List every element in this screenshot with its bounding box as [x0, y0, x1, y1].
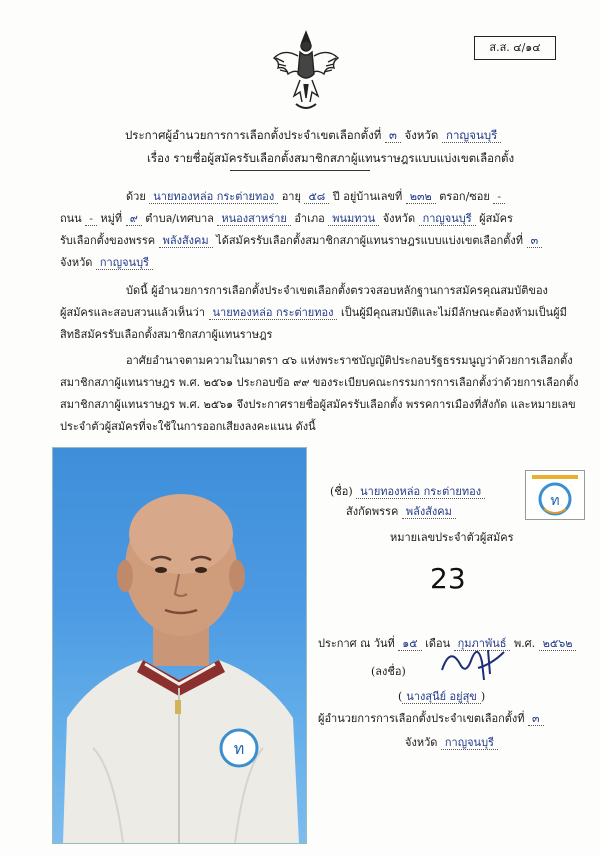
signature-icon — [438, 640, 508, 686]
age-unit: ปี อยู่บ้านเลขที่ — [332, 190, 403, 203]
party-value: พลังสังคม — [159, 234, 213, 248]
authority-line-2: สมาชิกสภาผู้แทนราษฎร พ.ศ. ๒๕๖๑ ประกอบข้อ ๙๙ ของระเบียบคณะกรรมการการเลือกตั้งว่าด้วยการเลือกตั้ง — [60, 376, 579, 389]
province-value: กาญจนบุรี — [419, 212, 476, 226]
applicant-name: นายทองหล่อ กระต่ายทอง — [149, 190, 278, 204]
header-line — [125, 128, 501, 142]
form-code-box: ส.ส. ๔/๑๔ — [474, 36, 556, 60]
signer-name-line: ( นางสุนีย์ อยู่สุข ) — [398, 690, 486, 703]
candidate-number: 23 — [430, 562, 466, 595]
road-value: - — [85, 212, 97, 226]
amphoe-label: อำเภอ — [294, 212, 325, 225]
candidate-party-line — [346, 505, 456, 519]
header-divider — [230, 170, 370, 171]
party-prefix: รับเลือกตั้งของพรรค — [60, 234, 156, 247]
candidate-number-label: หมายเลขประจำตัวผู้สมัคร — [390, 531, 514, 544]
province2-value: กาญจนบุรี — [96, 256, 153, 270]
review-line-1: บัดนี้ ผู้อำนวยการการเลือกตั้งประจำเขตเลือกตั้งตรวจสอบหลักฐานการสมัครคุณสมบัติของ — [126, 284, 548, 297]
signer-province-label: จังหวัด — [405, 736, 438, 749]
review-name: นายทองหล่อ กระต่ายทอง — [209, 306, 338, 320]
age-label: อายุ — [281, 190, 301, 203]
signer-district-no: ๓ — [528, 712, 544, 726]
applicant-line-2 — [60, 208, 513, 230]
authority-line-1: อาศัยอำนาจตามความในมาตรา ๔๖ แห่งพระราชบัญญัติประกอบรัฐธรรมนูญว่าด้วยการเลือกตั้ง — [126, 354, 573, 367]
header-district-no: ๓ — [385, 128, 401, 143]
review-suffix: เป็นผู้มีคุณสมบัติและไม่มีลักษณะต้องห้ามเป็นผู้มี — [340, 306, 567, 319]
header-province-label: จังหวัด — [404, 128, 439, 142]
subject-text: รายชื่อผู้สมัครรับเลือกตั้งสมาชิกสภาผู้แทนราษฎรแบบแบ่งเขตเลือกตั้ง — [173, 151, 515, 165]
year-label: พ.ศ. — [513, 637, 536, 650]
party-logo-icon — [526, 471, 584, 519]
header-province: กาญจนบุรี — [442, 128, 501, 143]
garuda-emblem-icon — [270, 28, 342, 116]
signer-province: กาญจนบุรี — [441, 736, 498, 750]
applied-text: ได้สมัครรับเลือกตั้งสมาชิกสภาผู้แทนราษฎรแบบแบ่งเขตเลือกตั้งที่ — [216, 234, 524, 247]
month-label: เดือน — [425, 637, 451, 650]
candidate-name-label: (ชื่อ) — [330, 485, 353, 498]
province-label: จังหวัด — [382, 212, 416, 225]
applicant-line-3 — [60, 230, 542, 252]
signer-province-line — [405, 736, 498, 750]
applicant-district-no: ๓ — [527, 234, 543, 248]
authority-line-3: สมาชิกสภาผู้แทนราษฎร พ.ศ. ๒๕๖๑ จึงประกาศรายชื่อผู้สมัครรับเลือกตั้ง พรรคการเมืองที่สังกัด และหมายเลข — [60, 398, 576, 411]
date-year: ๒๕๖๒ — [539, 637, 577, 651]
moo-label: หมู่ที่ — [100, 212, 123, 225]
tambon-value: หนองสาหร่าย — [217, 212, 290, 226]
signer-title: ผู้อำนวยการการเลือกตั้งประจำเขตเลือกตั้งที่ — [318, 712, 525, 725]
candidate-name-line — [330, 485, 485, 499]
province2-label: จังหวัด — [60, 256, 93, 269]
candidate-name: นายทองหล่อ กระต่ายทอง — [356, 485, 485, 499]
svg-text:ท: ท — [233, 739, 245, 758]
applicant-suffix: ผู้สมัคร — [479, 212, 513, 225]
review-line-2 — [60, 302, 567, 324]
moo-value: ๙ — [126, 212, 142, 226]
age-value: ๕๘ — [304, 190, 329, 204]
date-prefix: ประกาศ ณ วันที่ — [318, 637, 395, 650]
date-month: กุมภาพันธ์ — [454, 637, 511, 651]
house-no: ๒๓๒ — [406, 190, 436, 204]
applicant-line-1 — [126, 186, 505, 208]
applicant-line-4 — [60, 252, 153, 274]
candidate-portrait-icon — [53, 448, 306, 843]
review-line-3: สิทธิสมัครรับเลือกตั้งสมาชิกสภาผู้แทนราษฎร — [60, 328, 273, 341]
signer-title-line — [318, 712, 544, 726]
subject-line — [147, 151, 514, 165]
party-logo — [525, 470, 585, 520]
signer-name: นางสุนีย์ อยู่สุข — [402, 690, 481, 704]
sign-label: (ลงชื่อ) — [371, 665, 406, 678]
alley-value: - — [493, 190, 505, 204]
party-logo-text: ท — [550, 493, 560, 509]
candidate-party-label: สังกัดพรรค — [346, 505, 399, 518]
header-prefix: ประกาศผู้อำนวยการการเลือกตั้งประจำเขตเลือกตั้งที่ — [125, 128, 382, 142]
subject-label: เรื่อง — [147, 151, 170, 165]
review-prefix: ผู้สมัครและสอบสวนแล้วเห็นว่า — [60, 306, 206, 319]
candidate-photo — [52, 447, 307, 844]
authority-line-4: ประจำตัวผู้สมัครที่จะใช้ในการออกเสียงลงคะแนน ดังนี้ — [60, 420, 316, 433]
date-day: ๑๕ — [398, 637, 421, 651]
amphoe-value: พนมทวน — [328, 212, 379, 226]
road-label: ถนน — [60, 212, 82, 225]
alley-label: ตรอก/ซอย — [439, 190, 490, 203]
tambon-label: ตำบล/เทศบาล — [145, 212, 214, 225]
candidate-party: พลังสังคม — [402, 505, 456, 519]
by-label: ด้วย — [126, 190, 146, 203]
